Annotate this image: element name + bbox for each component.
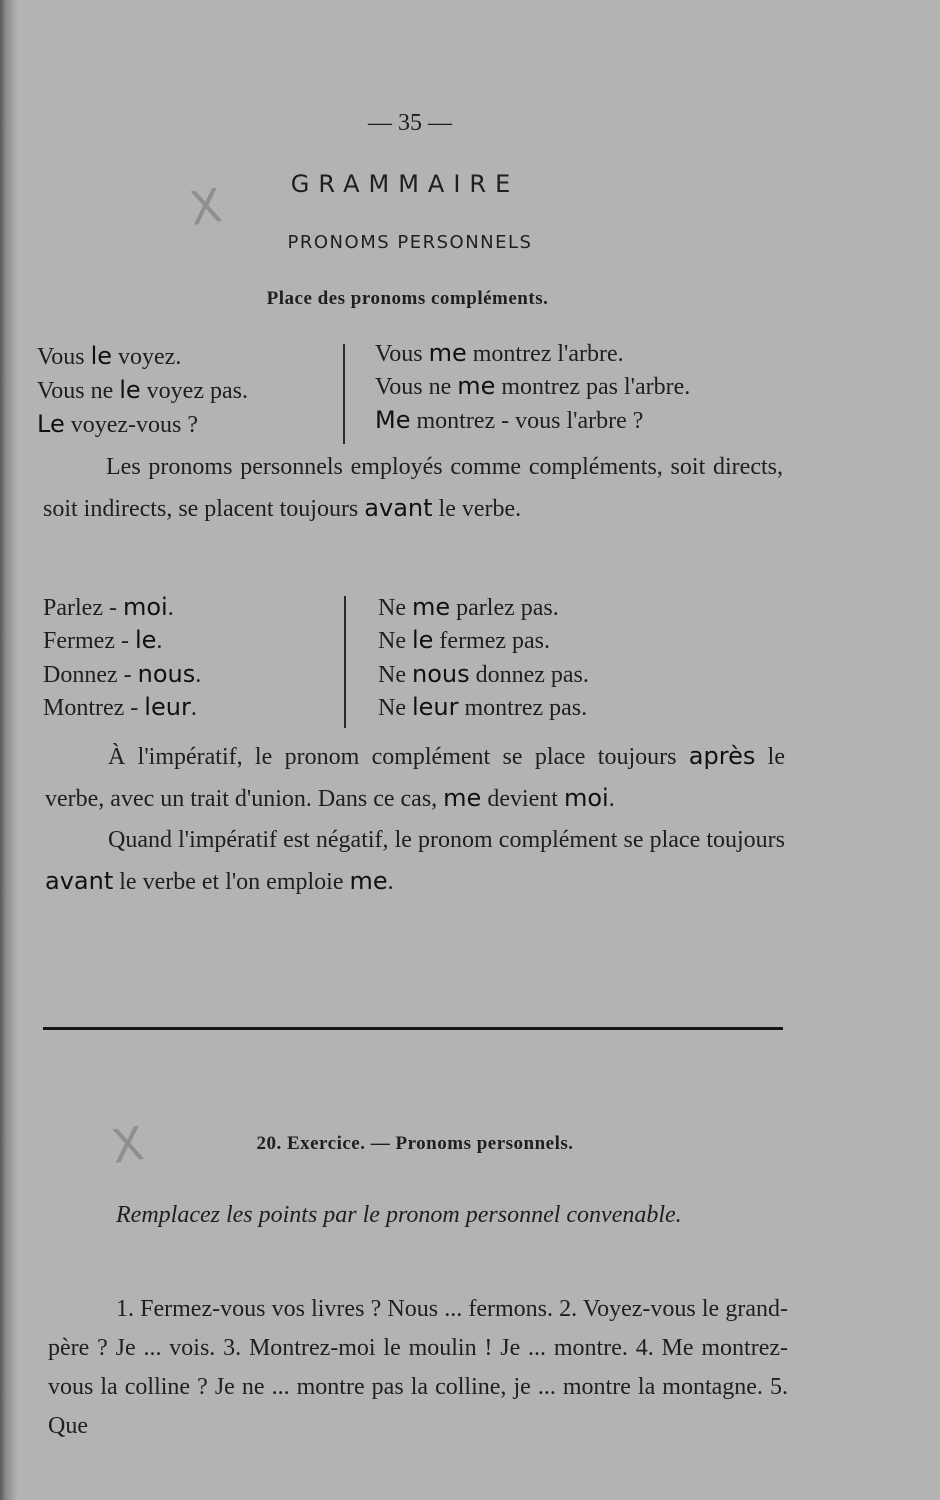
book-binding-edge — [0, 0, 18, 1500]
exercise-instruction: Remplacez les points par le pronom personnel convenable. — [116, 1202, 682, 1228]
rule-paragraph-2: À l'impératif, le pronom complément se place toujours après le verbe, avec un trait d'union. Dans ce cas, me devient moi. Quand l'impératif est négatif, le pronom complément se place toujours avant le verbe et l'on emploie me. — [45, 742, 785, 895]
example-right-2: Vous ne me montrez pas l'arbre. — [375, 372, 691, 400]
imperative-right-3: Ne nous donnez pas. — [378, 660, 589, 688]
lesson-subtitle: PRONOMS PERSONNELS — [287, 232, 533, 253]
example-left-1: Vous le voyez. — [37, 342, 182, 370]
imperative-left-2: Fermez - le. — [43, 626, 163, 654]
imperative-right-4: Ne leur montrez pas. — [378, 693, 588, 721]
imperative-right-1: Ne me parlez pas. — [378, 593, 559, 621]
imperative-left-3: Donnez - nous. — [43, 660, 202, 688]
pencil-mark: X — [186, 178, 226, 236]
section-heading: Place des pronoms compléments. — [266, 288, 549, 309]
page-number: — 35 — — [368, 110, 452, 136]
imperative-left-1: Parlez - moi. — [43, 593, 174, 621]
example-left-2: Vous ne le voyez pas. — [37, 376, 248, 404]
imperative-left-4: Montrez - leur. — [43, 693, 197, 721]
example-right-1: Vous me montrez l'arbre. — [375, 339, 624, 367]
column-divider — [343, 344, 345, 444]
exercise-body: 1. Fermez-vous vos livres ? Nous ... fermons. 2. Voyez-vous le grand-père ? Je ... vois. 3. Montrez-moi le moulin ! Je ... montre. 4. Me montrez-vous la colline ? Je ne ... montre pas la colline, je ... montre la montagne. 5. Que — [48, 1296, 788, 1439]
rule-paragraph-1: Les pronoms personnels employés comme compléments, soit directs, soit indirects, se placent toujours avant le verbe. — [43, 454, 783, 522]
exercise-heading: 20. Exercice. — Pronoms personnels. — [256, 1133, 574, 1154]
pencil-mark: X — [108, 1116, 148, 1174]
column-divider — [344, 596, 346, 728]
imperative-right-2: Ne le fermez pas. — [378, 626, 551, 654]
section-divider — [43, 1027, 783, 1030]
example-left-3: Le voyez-vous ? — [37, 410, 199, 438]
chapter-title: GRAMMAIRE — [290, 170, 520, 198]
example-right-3: Me montrez - vous l'arbre ? — [375, 406, 644, 434]
